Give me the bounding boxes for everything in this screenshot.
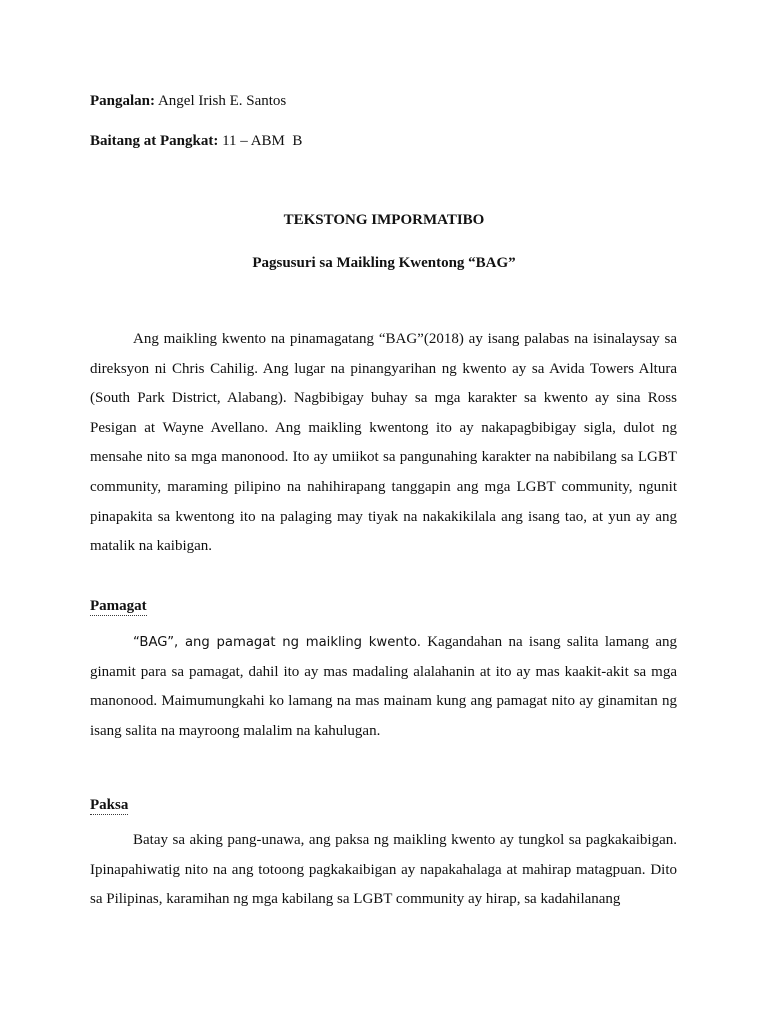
- name-label: Pangalan:: [90, 93, 156, 109]
- pamagat-heading: Pamagat: [90, 598, 147, 614]
- grade-section-label: Baitang at Pangkat:: [90, 133, 219, 149]
- name-field: [90, 93, 286, 110]
- document-subtitle: Pagsusuri sa Maikling Kwentong “BAG”: [252, 255, 516, 271]
- paksa-text: Batay sa aking pang-unawa, ang paksa ng maikling kwento ay tungkol sa pagkakaibigan. Ipinapahiwatig nito na ang totoong pagkakaibigan ay napakahalaga at mahirap matagpuan. Dito sa Pilipinas, karamihan ng mga kabilang sa LGBT community ay hirap, sa kadahilanang: [90, 832, 677, 908]
- paksa-paragraph: [90, 826, 677, 915]
- intro-paragraph: [90, 325, 677, 562]
- pamagat-lead: “BAG”, ang pamagat ng maikling kwento.: [133, 635, 421, 650]
- intro-text: Ang maikling kwento na pinamagatang “BAG”(2018) ay isang palabas na isinalaysay sa direksyon ni Chris Cahilig. Ang lugar na pinangyarihan ng kwento ay sa Avida Towers Altura (South Park District, Alabang). Nagbibigay buhay sa mga karakter sa kwento ay sina Ross Pesigan at Wayne Avellano. Ang maikling kwentong ito ay nakapagbibigay sigla, dulot ng mensahe nito sa mga manonood. Ito ay umiikot sa pangunahing karakter na nabibilang sa LGBT community, maraming pilipino na nahihirapang tanggapin ang mga LGBT community, ngunit pinapakita sa kwentong ito na palaging may tiyak na nakakikilala ang isang tao, at yun ay ang matalik na kaibigan.: [90, 331, 677, 555]
- grade-section-field: [90, 133, 302, 150]
- grade-section-value: 11 – ABM B: [222, 133, 303, 149]
- paksa-heading: Paksa: [90, 797, 129, 813]
- pamagat-text: Kagandahan na isang salita lamang ang ginamit para sa pamagat, dahil ito ay mas madaling alalahanin at ito ay mas kaakit-akit sa mga manonood. Maimumungkahi ko lamang na mas mainam kung ang pamagat nito ay ginamitan ng isang salita na mayroong malalim na kahulugan.: [90, 634, 677, 739]
- document-title: TEKSTONG IMPORMATIBO: [283, 212, 485, 228]
- pamagat-paragraph: [90, 628, 677, 746]
- name-value: Angel Irish E. Santos: [157, 93, 287, 109]
